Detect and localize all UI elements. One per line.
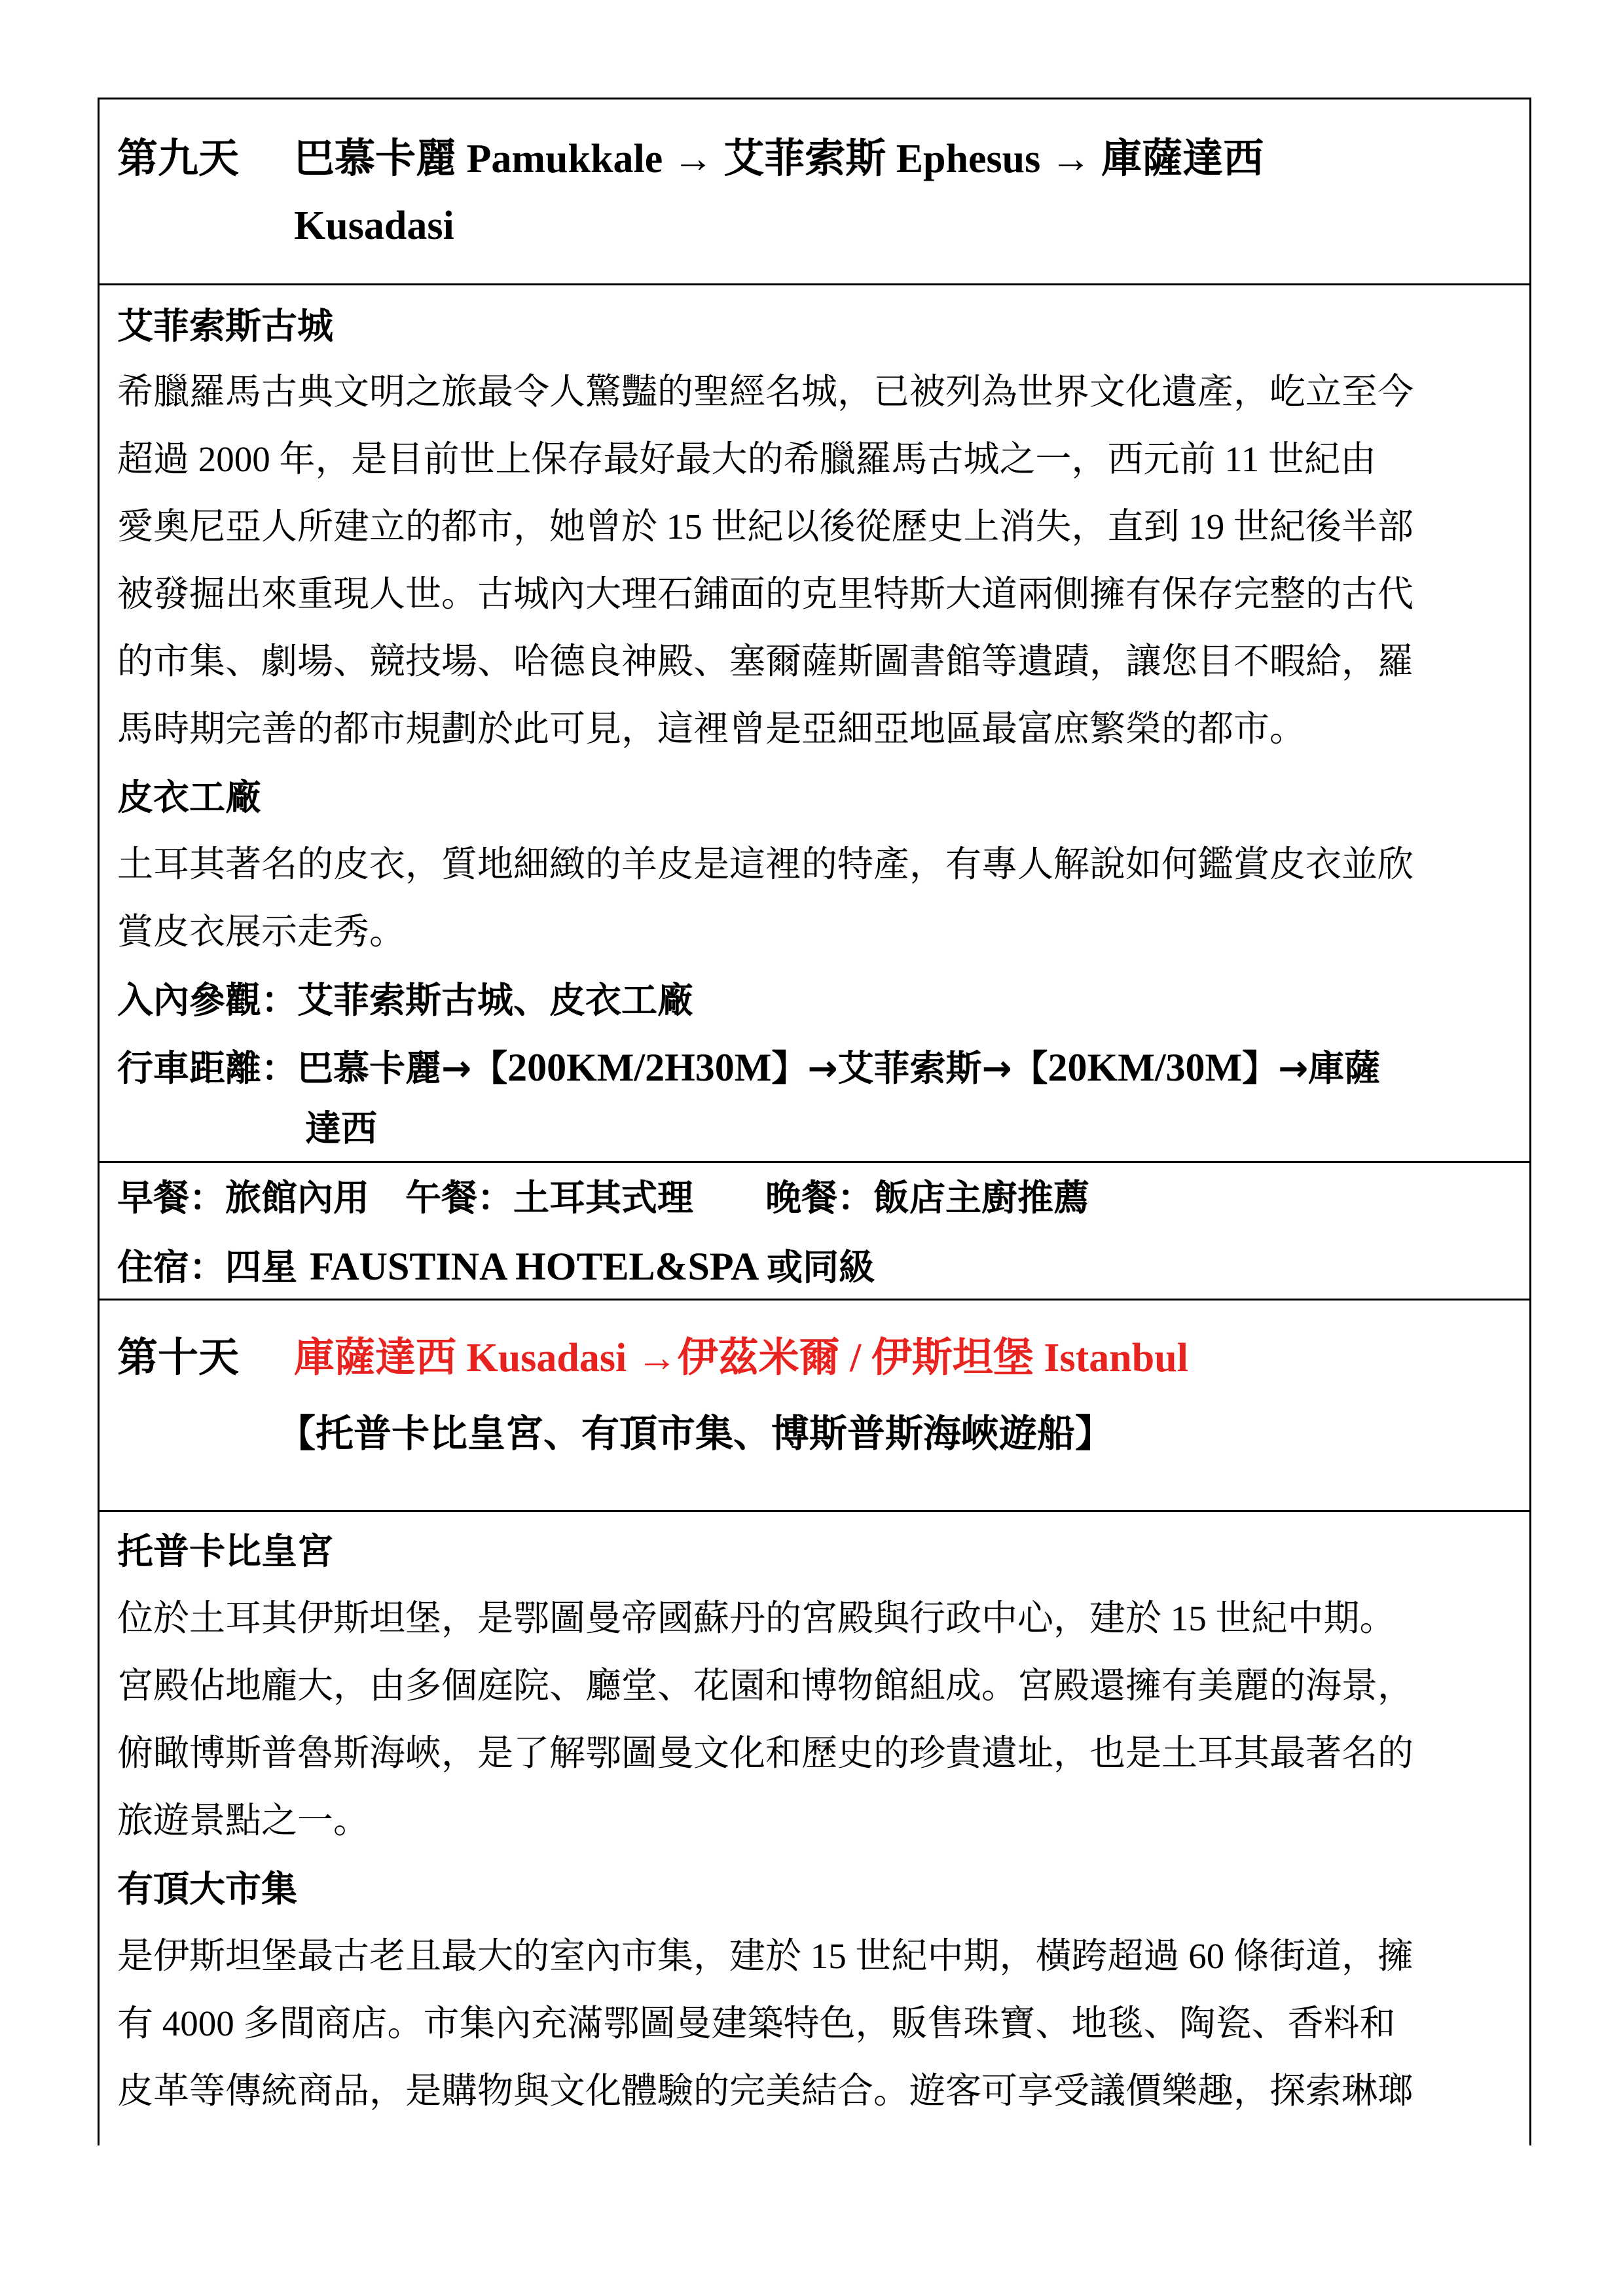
hotel-suffix: 或同級 [767,1246,875,1288]
bazaar-line: 是伊斯坦堡最古老且最大的室內市集，建於 15 世紀中期，橫跨超過 60 條街道，擁 [117,1936,1414,1976]
topkapi-line: 旅遊景點之一。 [117,1801,370,1840]
distance-leg2: 20KM/30M [1048,1046,1243,1089]
ephesus-line: 的市集、劇場、競技場、哈德良神殿、塞爾薩斯圖書館等遺蹟，讓您目不暇給，羅 [117,641,1414,681]
visit-line: 入內參觀：艾菲索斯古城、皮衣工廠 [117,979,694,1021]
distance-leg1: 200KM/2H30M [507,1046,772,1089]
distance-line [117,1048,1380,1088]
day10-header [100,1299,1529,1510]
distance-a: 行車距離：巴慕卡麗→【 [117,1047,508,1089]
distance-c: 】→艾菲索斯→【 [771,1047,1048,1089]
ephesus-title: 艾菲索斯古城 [117,305,334,347]
day10-header-line1 [117,1335,1188,1381]
day10-highlights: 【托普卡比皇宮、有頂市集、博斯普斯海峽遊船】 [278,1411,1114,1456]
day9-header [100,99,1529,283]
bazaar-line: 有 4000 多間商店。市集內充滿鄂圖曼建築特色，販售珠寶、地毯、陶瓷、香料和 [117,2003,1396,2043]
day9-body [100,283,1529,1161]
hotel-label: 住宿：四星 [117,1246,310,1288]
bazaar-line: 皮革等傳統商品，是購物與文化體驗的完美結合。遊客可享受議價樂趣，探索琳瑯 [117,2071,1414,2111]
topkapi-line: 位於土耳其伊斯坦堡，是鄂圖曼帝國蘇丹的宮殿與行政中心，建於 15 世紀中期。 [117,1598,1396,1638]
meals-line: 早餐：旅館內用 午餐：土耳其式理 晚餐：飯店主廚推薦 [117,1177,1090,1219]
ephesus-line: 愛奧尼亞人所建立的都市，她曾於 15 世紀以後從歷史上消失，直到 19 世紀後半部 [117,507,1414,547]
day9-label: 第九天 [117,134,240,182]
day10-route: 庫薩達西 Kusadasi →伊茲米爾 / 伊斯坦堡 Istanbul [294,1336,1188,1380]
leather-line: 土耳其著名的皮衣，質地細緻的羊皮是這裡的特產，有專人解說如何鑑賞皮衣並欣 [117,844,1414,884]
leather-line: 賞皮衣展示走秀。 [117,912,406,952]
day10-body [100,1510,1529,2145]
day10-label: 第十天 [117,1333,240,1381]
hotel-line [117,1247,875,1287]
distance-line2: 達西 [305,1107,378,1149]
day9-route: 巴慕卡麗 Pamukkale → 艾菲索斯 Ephesus → 庫薩達西 [294,137,1264,181]
day9-route-line2: Kusadasi [294,204,454,248]
hotel-name: FAUSTINA HOTEL&SPA [310,1245,767,1288]
distance-e: 】→庫薩 [1242,1047,1381,1089]
leather-title: 皮衣工廠 [117,776,262,818]
day9-meals [100,1161,1529,1299]
topkapi-line: 俯瞰博斯普魯斯海峽，是了解鄂圖曼文化和歷史的珍貴遺址，也是土耳其最著名的 [117,1733,1414,1773]
topkapi-title: 托普卡比皇宮 [117,1530,334,1572]
ephesus-line: 超過 2000 年，是目前世上保存最好最大的希臘羅馬古城之一，西元前 11 世紀由 [117,439,1376,479]
day9-header-line1 [117,135,1264,182]
ephesus-line: 馬時期完善的都市規劃於此可見，這裡曾是亞細亞地區最富庶繁榮的都市。 [117,709,1306,749]
topkapi-line: 宮殿佔地龐大，由多個庭院、廳堂、花園和博物館組成。宮殿還擁有美麗的海景， [117,1666,1414,1706]
itinerary-table [98,98,1531,2145]
ephesus-line: 希臘羅馬古典文明之旅最令人驚豔的聖經名城，已被列為世界文化遺產，屹立至今 [117,372,1414,412]
bazaar-title: 有頂大市集 [117,1868,298,1910]
ephesus-line: 被發掘出來重現人世。古城內大理石鋪面的克里特斯大道兩側擁有保存完整的古代 [117,574,1414,614]
